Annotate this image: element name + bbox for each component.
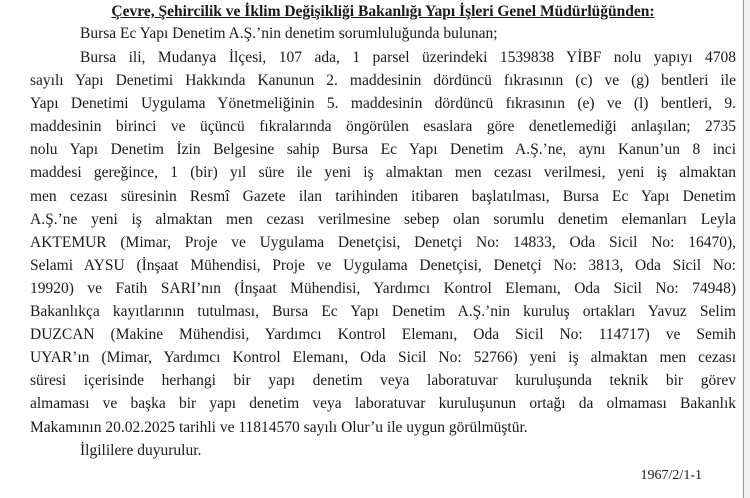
notice-page: [30, 0, 736, 498]
notice-reference-number: 1967/2/1-1: [640, 468, 702, 483]
notice-body: [30, 46, 736, 439]
body-line: Makamının 20.02.2025 tarihli ve 11814570 sayılı Olur’u ile uygun görülmüştür.: [30, 418, 528, 436]
body-line: almaması ve başka bir yapı denetim veya laboratuvar kuruluşunun ortağı da olmaması Bakanlık: [30, 395, 736, 413]
body-line: Bursa ili, Mudanya İlçesi, 107 ada, 1 parsel üzerindeki 1539838 YİBF nolu yapıyı 4708: [80, 49, 736, 66]
body-line: nolu Yapı Denetim İzin Belgesine sahip Bursa Ec Yapı Denetim A.Ş.’ne, aynı Kanun’un 8 inci: [30, 141, 736, 159]
notice-closing: İlgililere duyurulur.: [80, 442, 202, 459]
notice-addressee: Bursa Ec Yapı Denetim A.Ş.’nin denetim sorumluluğunda bulunan;: [80, 25, 498, 42]
body-line: Bakanlıkça kayıtlarının tutulması, Bursa Ec Yapı Denetim A.Ş.’nin kuruluş ortakları Yavuz Selim: [30, 303, 736, 321]
body-line: DUZCAN (Makine Mühendisi, Yardımcı Kontrol Elemanı, Oda Sicil No: 114717) ve Semih: [30, 326, 736, 344]
notice-heading: Çevre, Şehircilik ve İklim Değişikliği Bakanlığı Yapı İşleri Genel Müdürlüğünden:: [111, 3, 655, 20]
body-line: Yapı Denetimi Uygulama Yönetmeliğinin 5. maddesinin dördüncü fıkrasının (e) ve (l) bentleri, 9.: [30, 95, 736, 113]
body-line: UYAR’ın (Mimar, Yardımcı Kontrol Elemanı, Oda Sicil No: 52766) yeni iş almaktan men cezası: [30, 349, 736, 367]
body-line: maddesinin birinci ve üçüncü fıkralarında öngörülen esaslara göre denetlemediği anlaşılan; 2735: [30, 118, 736, 136]
body-line: men cezası süresinin Resmî Gazete ilan tarihinden itibaren başlatılması, Bursa Ec Yapı Denetim: [30, 187, 736, 205]
body-line: süresi içerisinde herhangi bir yapı denetim veya laboratuvar kuruluşunda teknik bir görev: [30, 372, 736, 390]
body-line: A.Ş.’ne yeni iş almaktan men cezası verilmesine sebep olan sorumlu denetim elemanları Leyla: [30, 210, 736, 228]
body-line: sayılı Yapı Denetimi Hakkında Kanunun 2. maddesinin dördüncü fıkrasının (c) ve (g) bentleri ile: [30, 72, 736, 90]
body-line: Selami AYSU (İnşaat Mühendisi, Proje ve Uygulama Denetçisi, Denetçi No: 3813, Oda Sicil No:: [30, 256, 736, 274]
page-edge-rule: [743, 0, 744, 498]
body-line: 19920) ve Fatih SARI’nın (İnşaat Mühendisi, Yardımcı Kontrol Elemanı, Oda Sicil No: 74948): [30, 279, 736, 297]
body-line: AKTEMUR (Mimar, Proje ve Uygulama Denetçisi, Denetçi No: 14833, Oda Sicil No: 16470),: [30, 233, 736, 251]
page-edge-shade: [744, 0, 750, 498]
body-line: maddesi gereğince, 1 (bir) yıl süre ile yeni iş almaktan men cezası verilmesi, yeni iş almaktan: [30, 164, 736, 182]
